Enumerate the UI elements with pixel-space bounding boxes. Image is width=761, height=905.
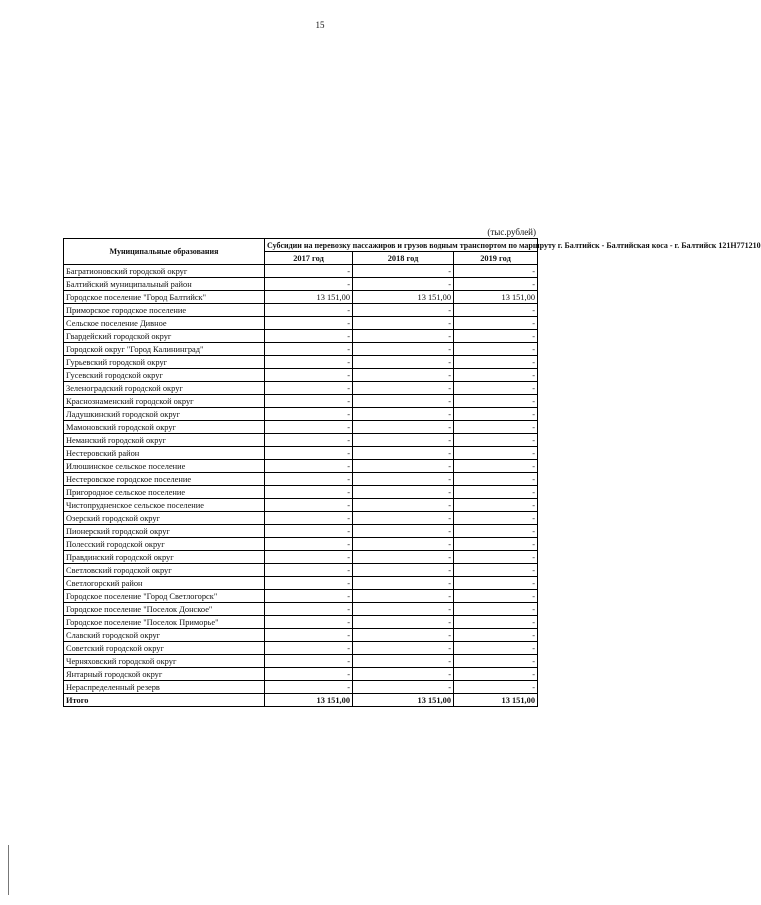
table-row bbox=[64, 278, 538, 291]
municipality-name: Славский городской округ bbox=[64, 629, 265, 642]
value-cell-2019: - bbox=[454, 382, 538, 395]
value-cell-2017: - bbox=[265, 330, 353, 343]
table-row bbox=[64, 681, 538, 694]
header-year-2019: 2019 год bbox=[454, 252, 538, 265]
municipality-name: Зеленоградский городской округ bbox=[64, 382, 265, 395]
value-cell-2019: - bbox=[454, 408, 538, 421]
value-cell-2019: - bbox=[454, 551, 538, 564]
value-cell-2019: - bbox=[454, 668, 538, 681]
value-cell-2018: - bbox=[353, 538, 454, 551]
value-cell-2019: - bbox=[454, 304, 538, 317]
value-cell-2019: - bbox=[454, 681, 538, 694]
municipality-name: Пригородное сельское поселение bbox=[64, 486, 265, 499]
value-cell-2017: - bbox=[265, 447, 353, 460]
municipality-name: Черняховский городской округ bbox=[64, 655, 265, 668]
value-cell-2018: - bbox=[353, 512, 454, 525]
value-cell-2017: 13 151,00 bbox=[265, 291, 353, 304]
value-cell-2017: - bbox=[265, 304, 353, 317]
municipality-name: Гусевский городской округ bbox=[64, 369, 265, 382]
value-cell-2018: - bbox=[353, 317, 454, 330]
table-row bbox=[64, 317, 538, 330]
municipality-name: Правдинский городской округ bbox=[64, 551, 265, 564]
value-cell-2017: - bbox=[265, 486, 353, 499]
value-cell-2019: - bbox=[454, 577, 538, 590]
municipality-name: Сельское поселение Дивное bbox=[64, 317, 265, 330]
value-cell-2019: - bbox=[454, 616, 538, 629]
value-cell-2017: - bbox=[265, 681, 353, 694]
value-cell-2019: - bbox=[454, 499, 538, 512]
value-cell-2019: - bbox=[454, 642, 538, 655]
municipality-name: Илюшинское сельское поселение bbox=[64, 460, 265, 473]
municipality-name: Городское поселение "Поселок Приморье" bbox=[64, 616, 265, 629]
table-row bbox=[64, 265, 538, 278]
value-cell-2019: - bbox=[454, 265, 538, 278]
value-cell-2019: - bbox=[454, 486, 538, 499]
municipality-name: Гвардейский городской округ bbox=[64, 330, 265, 343]
value-cell-2017: - bbox=[265, 499, 353, 512]
municipality-name: Пионерский городской округ bbox=[64, 525, 265, 538]
table-row bbox=[64, 577, 538, 590]
value-cell-2018: - bbox=[353, 668, 454, 681]
value-cell-2018: - bbox=[353, 343, 454, 356]
value-cell-2018: 13 151,00 bbox=[353, 291, 454, 304]
table-row bbox=[64, 291, 538, 304]
value-cell-2017: - bbox=[265, 343, 353, 356]
municipality-name: Янтарный городской округ bbox=[64, 668, 265, 681]
value-cell-2018: - bbox=[353, 434, 454, 447]
value-cell-2018: - bbox=[353, 330, 454, 343]
value-cell-2017: - bbox=[265, 278, 353, 291]
table-row bbox=[64, 642, 538, 655]
value-cell-2019: - bbox=[454, 564, 538, 577]
value-cell-2017: - bbox=[265, 668, 353, 681]
value-cell-2019: 13 151,00 bbox=[454, 291, 538, 304]
value-cell-2019: - bbox=[454, 525, 538, 538]
table-row bbox=[64, 603, 538, 616]
table-row bbox=[64, 655, 538, 668]
value-cell-2018: - bbox=[353, 421, 454, 434]
value-cell-2018: - bbox=[353, 265, 454, 278]
value-cell-2018: - bbox=[353, 655, 454, 668]
municipality-name: Мамоновский городской округ bbox=[64, 421, 265, 434]
table-row bbox=[64, 564, 538, 577]
value-cell-2017: - bbox=[265, 473, 353, 486]
value-cell-2018: - bbox=[353, 603, 454, 616]
value-cell-2018: - bbox=[353, 551, 454, 564]
municipality-name: Балтийский муниципальный район bbox=[64, 278, 265, 291]
municipality-name: Полесский городской округ bbox=[64, 538, 265, 551]
table-row bbox=[64, 486, 538, 499]
header-year-2017: 2017 год bbox=[265, 252, 353, 265]
municipality-name: Гурьевский городской округ bbox=[64, 356, 265, 369]
value-cell-2019: - bbox=[454, 655, 538, 668]
margin-mark bbox=[8, 845, 9, 895]
value-cell-2018: - bbox=[353, 499, 454, 512]
value-cell-2017: - bbox=[265, 551, 353, 564]
value-cell-2017: - bbox=[265, 512, 353, 525]
value-cell-2019: - bbox=[454, 460, 538, 473]
value-cell-2019: - bbox=[454, 473, 538, 486]
value-cell-2018: - bbox=[353, 629, 454, 642]
value-cell-2018: - bbox=[353, 642, 454, 655]
value-cell-2017: - bbox=[265, 369, 353, 382]
value-cell-2017: - bbox=[265, 629, 353, 642]
table-row bbox=[64, 668, 538, 681]
table-row bbox=[64, 512, 538, 525]
subsidy-table bbox=[63, 238, 761, 707]
municipality-name: Неманский городской округ bbox=[64, 434, 265, 447]
value-cell-2018: - bbox=[353, 369, 454, 382]
value-cell-2019: - bbox=[454, 330, 538, 343]
value-cell-2018: - bbox=[353, 395, 454, 408]
municipality-name: Городское поселение "Город Балтийск" bbox=[64, 291, 265, 304]
value-cell-2019: 13 151,00 bbox=[454, 694, 538, 707]
value-cell-2017: - bbox=[265, 356, 353, 369]
table-row bbox=[64, 551, 538, 564]
municipality-name: Краснознаменский городской округ bbox=[64, 395, 265, 408]
table-row bbox=[64, 447, 538, 460]
municipality-name: Итого bbox=[64, 694, 265, 707]
municipality-name: Советский городской округ bbox=[64, 642, 265, 655]
table-row bbox=[64, 525, 538, 538]
table-row bbox=[64, 343, 538, 356]
value-cell-2018: 13 151,00 bbox=[353, 694, 454, 707]
value-cell-2019: - bbox=[454, 629, 538, 642]
table-row bbox=[64, 330, 538, 343]
municipality-name: Нестеровский район bbox=[64, 447, 265, 460]
value-cell-2017: - bbox=[265, 616, 353, 629]
value-cell-2017: - bbox=[265, 434, 353, 447]
value-cell-2018: - bbox=[353, 616, 454, 629]
municipality-name: Багратионовский городской округ bbox=[64, 265, 265, 278]
municipality-name: Приморское городское поселение bbox=[64, 304, 265, 317]
table-row bbox=[64, 408, 538, 421]
value-cell-2017: - bbox=[265, 382, 353, 395]
municipality-name: Нераспределенный резерв bbox=[64, 681, 265, 694]
value-cell-2018: - bbox=[353, 382, 454, 395]
value-cell-2017: - bbox=[265, 603, 353, 616]
value-cell-2018: - bbox=[353, 356, 454, 369]
table-row bbox=[64, 629, 538, 642]
table-row bbox=[64, 538, 538, 551]
value-cell-2017: - bbox=[265, 525, 353, 538]
value-cell-2019: - bbox=[454, 590, 538, 603]
table-row bbox=[64, 499, 538, 512]
value-cell-2018: - bbox=[353, 408, 454, 421]
value-cell-2017: - bbox=[265, 460, 353, 473]
municipality-name: Озерский городской округ bbox=[64, 512, 265, 525]
value-cell-2017: - bbox=[265, 590, 353, 603]
value-cell-2019: - bbox=[454, 538, 538, 551]
table-row bbox=[64, 304, 538, 317]
table-row bbox=[64, 434, 538, 447]
municipality-name: Городское поселение "Поселок Донское" bbox=[64, 603, 265, 616]
table-row bbox=[64, 460, 538, 473]
value-cell-2018: - bbox=[353, 564, 454, 577]
table-row bbox=[64, 616, 538, 629]
value-cell-2019: - bbox=[454, 278, 538, 291]
table-row bbox=[64, 421, 538, 434]
value-cell-2019: - bbox=[454, 603, 538, 616]
header-year-2018: 2018 год bbox=[353, 252, 454, 265]
table-row bbox=[64, 369, 538, 382]
value-cell-2019: - bbox=[454, 395, 538, 408]
table-row bbox=[64, 473, 538, 486]
value-cell-2017: - bbox=[265, 317, 353, 330]
value-cell-2017: - bbox=[265, 408, 353, 421]
value-cell-2019: - bbox=[454, 434, 538, 447]
page-number: 15 bbox=[315, 20, 325, 30]
value-cell-2018: - bbox=[353, 278, 454, 291]
municipality-name: Светлогорский район bbox=[64, 577, 265, 590]
value-cell-2019: - bbox=[454, 512, 538, 525]
header-subsidy: Субсидии на перевозку пассажиров и грузов водным транспортом по маршруту г. Балтийск - Балтийская коса - г. Балтийск 121Н771210 bbox=[265, 239, 538, 252]
value-cell-2017: - bbox=[265, 538, 353, 551]
value-cell-2017: - bbox=[265, 577, 353, 590]
value-cell-2017: - bbox=[265, 395, 353, 408]
value-cell-2019: - bbox=[454, 421, 538, 434]
header-municipal: Муниципальные образования bbox=[64, 239, 265, 265]
table-body bbox=[64, 265, 538, 707]
municipality-name: Городской округ "Город Калининград" bbox=[64, 343, 265, 356]
value-cell-2018: - bbox=[353, 681, 454, 694]
value-cell-2018: - bbox=[353, 486, 454, 499]
value-cell-2017: - bbox=[265, 564, 353, 577]
value-cell-2017: - bbox=[265, 655, 353, 668]
value-cell-2018: - bbox=[353, 590, 454, 603]
value-cell-2017: - bbox=[265, 421, 353, 434]
value-cell-2017: - bbox=[265, 642, 353, 655]
value-cell-2018: - bbox=[353, 447, 454, 460]
value-cell-2018: - bbox=[353, 473, 454, 486]
value-cell-2019: - bbox=[454, 317, 538, 330]
value-cell-2018: - bbox=[353, 460, 454, 473]
municipality-name: Нестеровское городское поселение bbox=[64, 473, 265, 486]
value-cell-2019: - bbox=[454, 369, 538, 382]
table-row bbox=[64, 356, 538, 369]
value-cell-2018: - bbox=[353, 525, 454, 538]
municipality-name: Чистопрудненское сельское поселение bbox=[64, 499, 265, 512]
value-cell-2017: - bbox=[265, 265, 353, 278]
units-label: (тыс.рублей) bbox=[487, 227, 536, 237]
table-row bbox=[64, 382, 538, 395]
municipality-name: Ладушкинский городской округ bbox=[64, 408, 265, 421]
value-cell-2017: 13 151,00 bbox=[265, 694, 353, 707]
total-row bbox=[64, 694, 538, 707]
value-cell-2018: - bbox=[353, 304, 454, 317]
value-cell-2019: - bbox=[454, 356, 538, 369]
municipality-name: Городское поселение "Город Светлогорск" bbox=[64, 590, 265, 603]
value-cell-2018: - bbox=[353, 577, 454, 590]
table-row bbox=[64, 590, 538, 603]
municipality-name: Светловский городской округ bbox=[64, 564, 265, 577]
table-row bbox=[64, 395, 538, 408]
value-cell-2019: - bbox=[454, 343, 538, 356]
value-cell-2019: - bbox=[454, 447, 538, 460]
